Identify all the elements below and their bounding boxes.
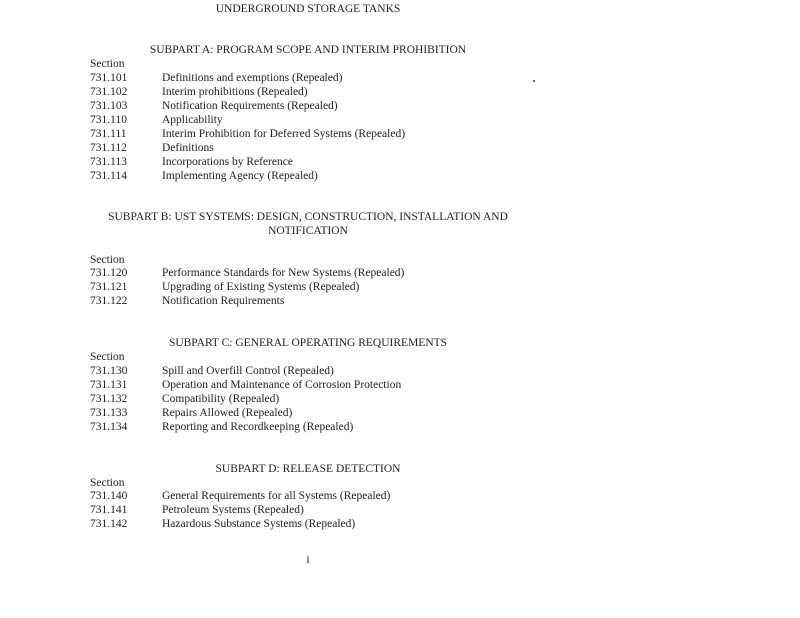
section-description: Upgrading of Existing Systems (Repealed): [162, 281, 360, 293]
section-description: Definitions and exemptions (Repealed): [162, 72, 343, 84]
toc-row: [90, 155, 650, 169]
section-number: 731.102: [90, 86, 128, 98]
section-number: 731.141: [90, 504, 128, 516]
section-number: 731.112: [90, 142, 127, 154]
section-description: Petroleum Systems (Repealed): [162, 504, 304, 516]
subpart-d-title: SUBPART D: RELEASE DETECTION: [215, 463, 401, 475]
toc-row: [90, 113, 650, 127]
toc-row: [90, 489, 650, 503]
section-number: 731.114: [90, 170, 127, 182]
section-number: 731.120: [90, 267, 128, 279]
subpart-c-title: SUBPART C: GENERAL OPERATING REQUIREMENTS: [168, 337, 448, 349]
section-label: Section: [90, 477, 125, 489]
toc-row: [90, 99, 650, 113]
section-number: 731.101: [90, 72, 128, 84]
section-description: Notification Requirements (Repealed): [162, 100, 338, 112]
page-number: i: [306, 554, 310, 566]
toc-row: [90, 503, 650, 517]
section-description: Performance Standards for New Systems (Repealed): [162, 267, 405, 279]
document-title: UNDERGROUND STORAGE TANKS: [215, 3, 401, 15]
toc-row: [90, 364, 650, 378]
toc-row: [90, 392, 650, 406]
toc-row: [90, 71, 650, 85]
toc-row: [90, 85, 650, 99]
section-number: 731.133: [90, 407, 128, 419]
section-number: 731.111: [90, 128, 127, 140]
section-description: Reporting and Recordkeeping (Repealed): [162, 421, 354, 433]
section-description: Repairs Allowed (Repealed): [162, 407, 293, 419]
section-number: 731.110: [90, 114, 127, 126]
section-number: 731.140: [90, 490, 128, 502]
toc-row: [90, 169, 650, 183]
toc-row: [90, 127, 650, 141]
scan-speck: [533, 80, 535, 82]
toc-row: [90, 420, 650, 434]
toc-row: [90, 280, 650, 294]
subpart-b-title: SUBPART B: UST SYSTEMS: DESIGN, CONSTRUCTION, INSTALLATION AND: [108, 211, 508, 223]
section-number: 731.142: [90, 518, 128, 530]
toc-row: [90, 406, 650, 420]
toc-row: [90, 266, 650, 280]
subpart-a-title: SUBPART A: PROGRAM SCOPE AND INTERIM PROHIBITION: [149, 44, 467, 56]
section-description: Implementing Agency (Repealed): [162, 170, 318, 182]
section-label: Section: [90, 254, 125, 266]
section-description: Interim Prohibition for Deferred Systems (Repealed): [162, 128, 406, 140]
section-number: 731.130: [90, 365, 128, 377]
section-label: Section: [90, 351, 125, 363]
section-description: Incorporations by Reference: [162, 156, 293, 168]
section-description: Interim prohibitions (Repealed): [162, 86, 308, 98]
section-description: Notification Requirements: [162, 295, 285, 307]
subpart-b-title-continued: NOTIFICATION: [268, 225, 348, 237]
section-number: 731.122: [90, 295, 128, 307]
section-label: Section: [90, 58, 125, 70]
section-description: Operation and Maintenance of Corrosion Protection: [162, 379, 402, 391]
toc-row: [90, 294, 650, 308]
section-number: 731.132: [90, 393, 128, 405]
section-description: Compatibility (Repealed): [162, 393, 280, 405]
section-number: 731.131: [90, 379, 128, 391]
section-description: General Requirements for all Systems (Repealed): [162, 490, 391, 502]
section-description: Hazardous Substance Systems (Repealed): [162, 518, 356, 530]
section-description: Applicability: [162, 114, 223, 126]
section-description: Definitions: [162, 142, 214, 154]
section-number: 731.113: [90, 156, 127, 168]
toc-row: [90, 141, 650, 155]
toc-row: [90, 378, 650, 392]
section-number: 731.103: [90, 100, 128, 112]
section-number: 731.121: [90, 281, 128, 293]
section-description: Spill and Overfill Control (Repealed): [162, 365, 334, 377]
toc-row: [90, 517, 650, 531]
section-number: 731.134: [90, 421, 128, 433]
